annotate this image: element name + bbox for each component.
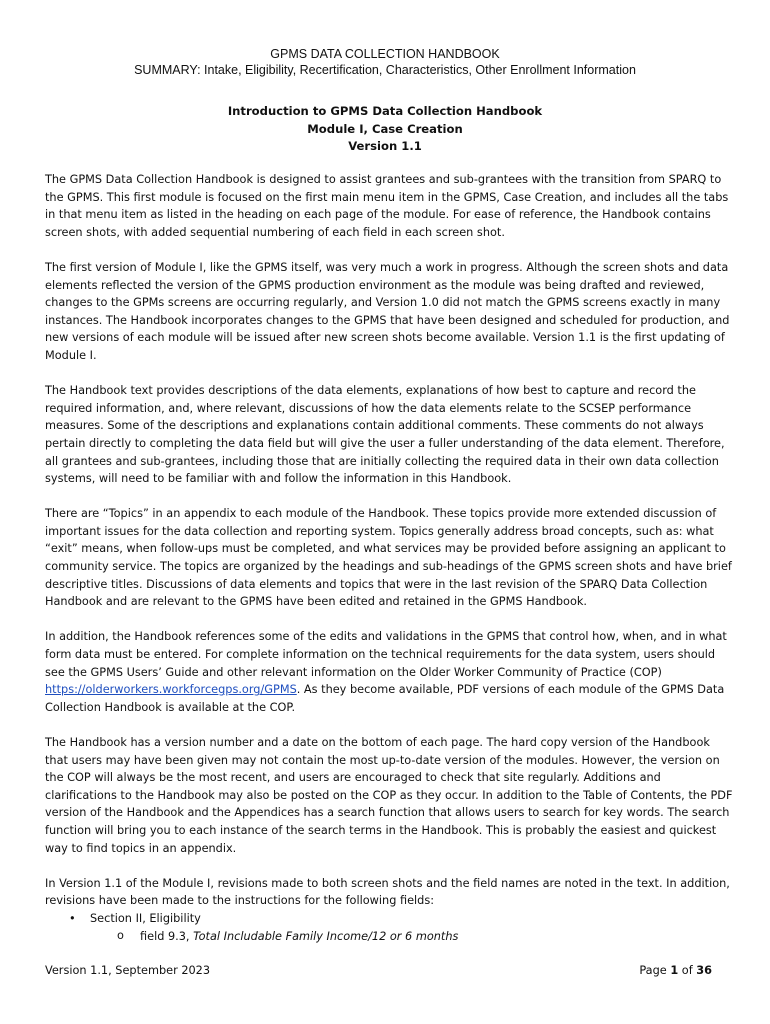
list-item [45,910,735,945]
revision-list [45,910,735,945]
sub-list-item [90,928,735,946]
sub-item-field-name: Total Includable Family Income/12 or 6 months [193,929,459,943]
cop-link[interactable]: https://olderworkers.workforcegps.org/GPMS [45,683,297,697]
paragraph-1: The GPMS Data Collection Handbook is designed to assist grantees and sub-grantees with the transition from SPARQ to the GPMS. This first module is focused on the first main menu item in the GPMS, Case Creation, and includes all the tabs in that menu item as listed in the heading on each page of the module. For ease of reference, the Handbook contains screen shots, with added sequential numbering of each field in each screen shot. [45,173,729,239]
sub-list [90,928,735,946]
handbook-title: GPMS DATA COLLECTION HANDBOOK [270,47,500,61]
intro-title: Introduction to GPMS Data Collection Handbook [227,104,543,118]
paragraph-7: In Version 1.1 of the Module I, revisions made to both screen shots and the field names are noted in the text. In addition, revisions have been made to the instructions for the following fields: [45,876,730,908]
paragraph-5 [45,628,735,716]
intro-module: Module I, Case Creation [307,121,463,136]
paragraph-3: The Handbook text provides descriptions of the data elements, explanations of how best to capture and record the required information, and, where relevant, discussions of how the data elements relate to the SCSEP performance measures. Some of the descriptions and explanations contain additional comments. These comments do not always pertain directly to completing the data field but will give the user a fuller understanding of the data element. Therefore, all grantees and sub-grantees, including those that are initially collecting the required data in their own data collection systems, will need to be familiar with and follow the information in this Handbook. [45,384,725,486]
footer-version: Version 1.1, September 2023 [45,964,211,977]
paragraph-5-text: In addition, the Handbook references some of the edits and validations in the GPMS that control how, when, and in what form data must be entered. For complete information on the technical requirements for the data system, users should see the GPMS Users’ Guide and other relevant information on the Older Worker Community of Practice (COP) [45,630,727,679]
paragraph-6: The Handbook has a version number and a date on the bottom of each page. The hard copy version of the Handbook that users may have been given may not contain the most up-to-date version of the modules. However, the version on the COP will always be the most recent, and users are encouraged to check that site regularly. Additions and clarifications to the Handbook may also be posted on the COP as they occur. In addition to the Table of Contents, the PDF version of the Handbook and the Appendices has a search function that allows users to search for key words. The search function will bring you to each instance of the search terms in the Handbook. This is probably the easiest and quickest way to find topics in an appendix. [45,736,733,855]
bullet-icon: • [69,911,76,925]
of-word: of [678,964,697,977]
intro-version: Version 1.1 [348,139,422,153]
page-current: 1 [670,964,679,977]
circle-bullet-icon: o [117,928,124,942]
paragraph-5-text-end: . As they become available, PDF versions of each module of the GPMS Data Collection Handbook is available at the COP. [45,683,725,714]
handbook-summary: SUMMARY: Intake, Eligibility, Recertification, Characteristics, Other Enrollment Information [134,63,636,77]
body-text [45,171,735,945]
page-word: Page [639,964,671,977]
list-item-label: Section II, Eligibility [90,911,201,925]
paragraph-4: There are “Topics” in an appendix to each module of the Handbook. These topics provide more extended discussion of important issues for the data collection and reporting system. Topics generally address broad concepts, such as: what “exit” means, when follow-ups must be completed, and what services may be provided before assigning an applicant to community service. The topics are organized by the headings and sub-headings of the GPMS screen shots and have brief descriptive titles. Discussions of data elements and topics that were in the last revision of the SPARQ Data Collection Handbook and are relevant to the GPMS have been edited and retained in the GPMS Handbook. [45,507,732,609]
footer-page-number [639,964,712,977]
intro-heading [0,103,770,156]
paragraph-2: The first version of Module I, like the GPMS itself, was very much a work in progress. Although the screen shots and data elements reflected the version of the GPMS production environment as the module was being drafted and reviewed, changes to the GPMs screens are occurring regularly, and Version 1.0 did not match the GPMS screens exactly in many instances. The Handbook incorporates changes to the GPMS that have been designed and scheduled for production, and new versions of each module will be issued after new screen shots become available. Version 1.1 is the first updating of Module I. [45,260,730,362]
page-total: 36 [696,964,712,977]
sub-item-prefix: field 9.3, [140,929,194,943]
